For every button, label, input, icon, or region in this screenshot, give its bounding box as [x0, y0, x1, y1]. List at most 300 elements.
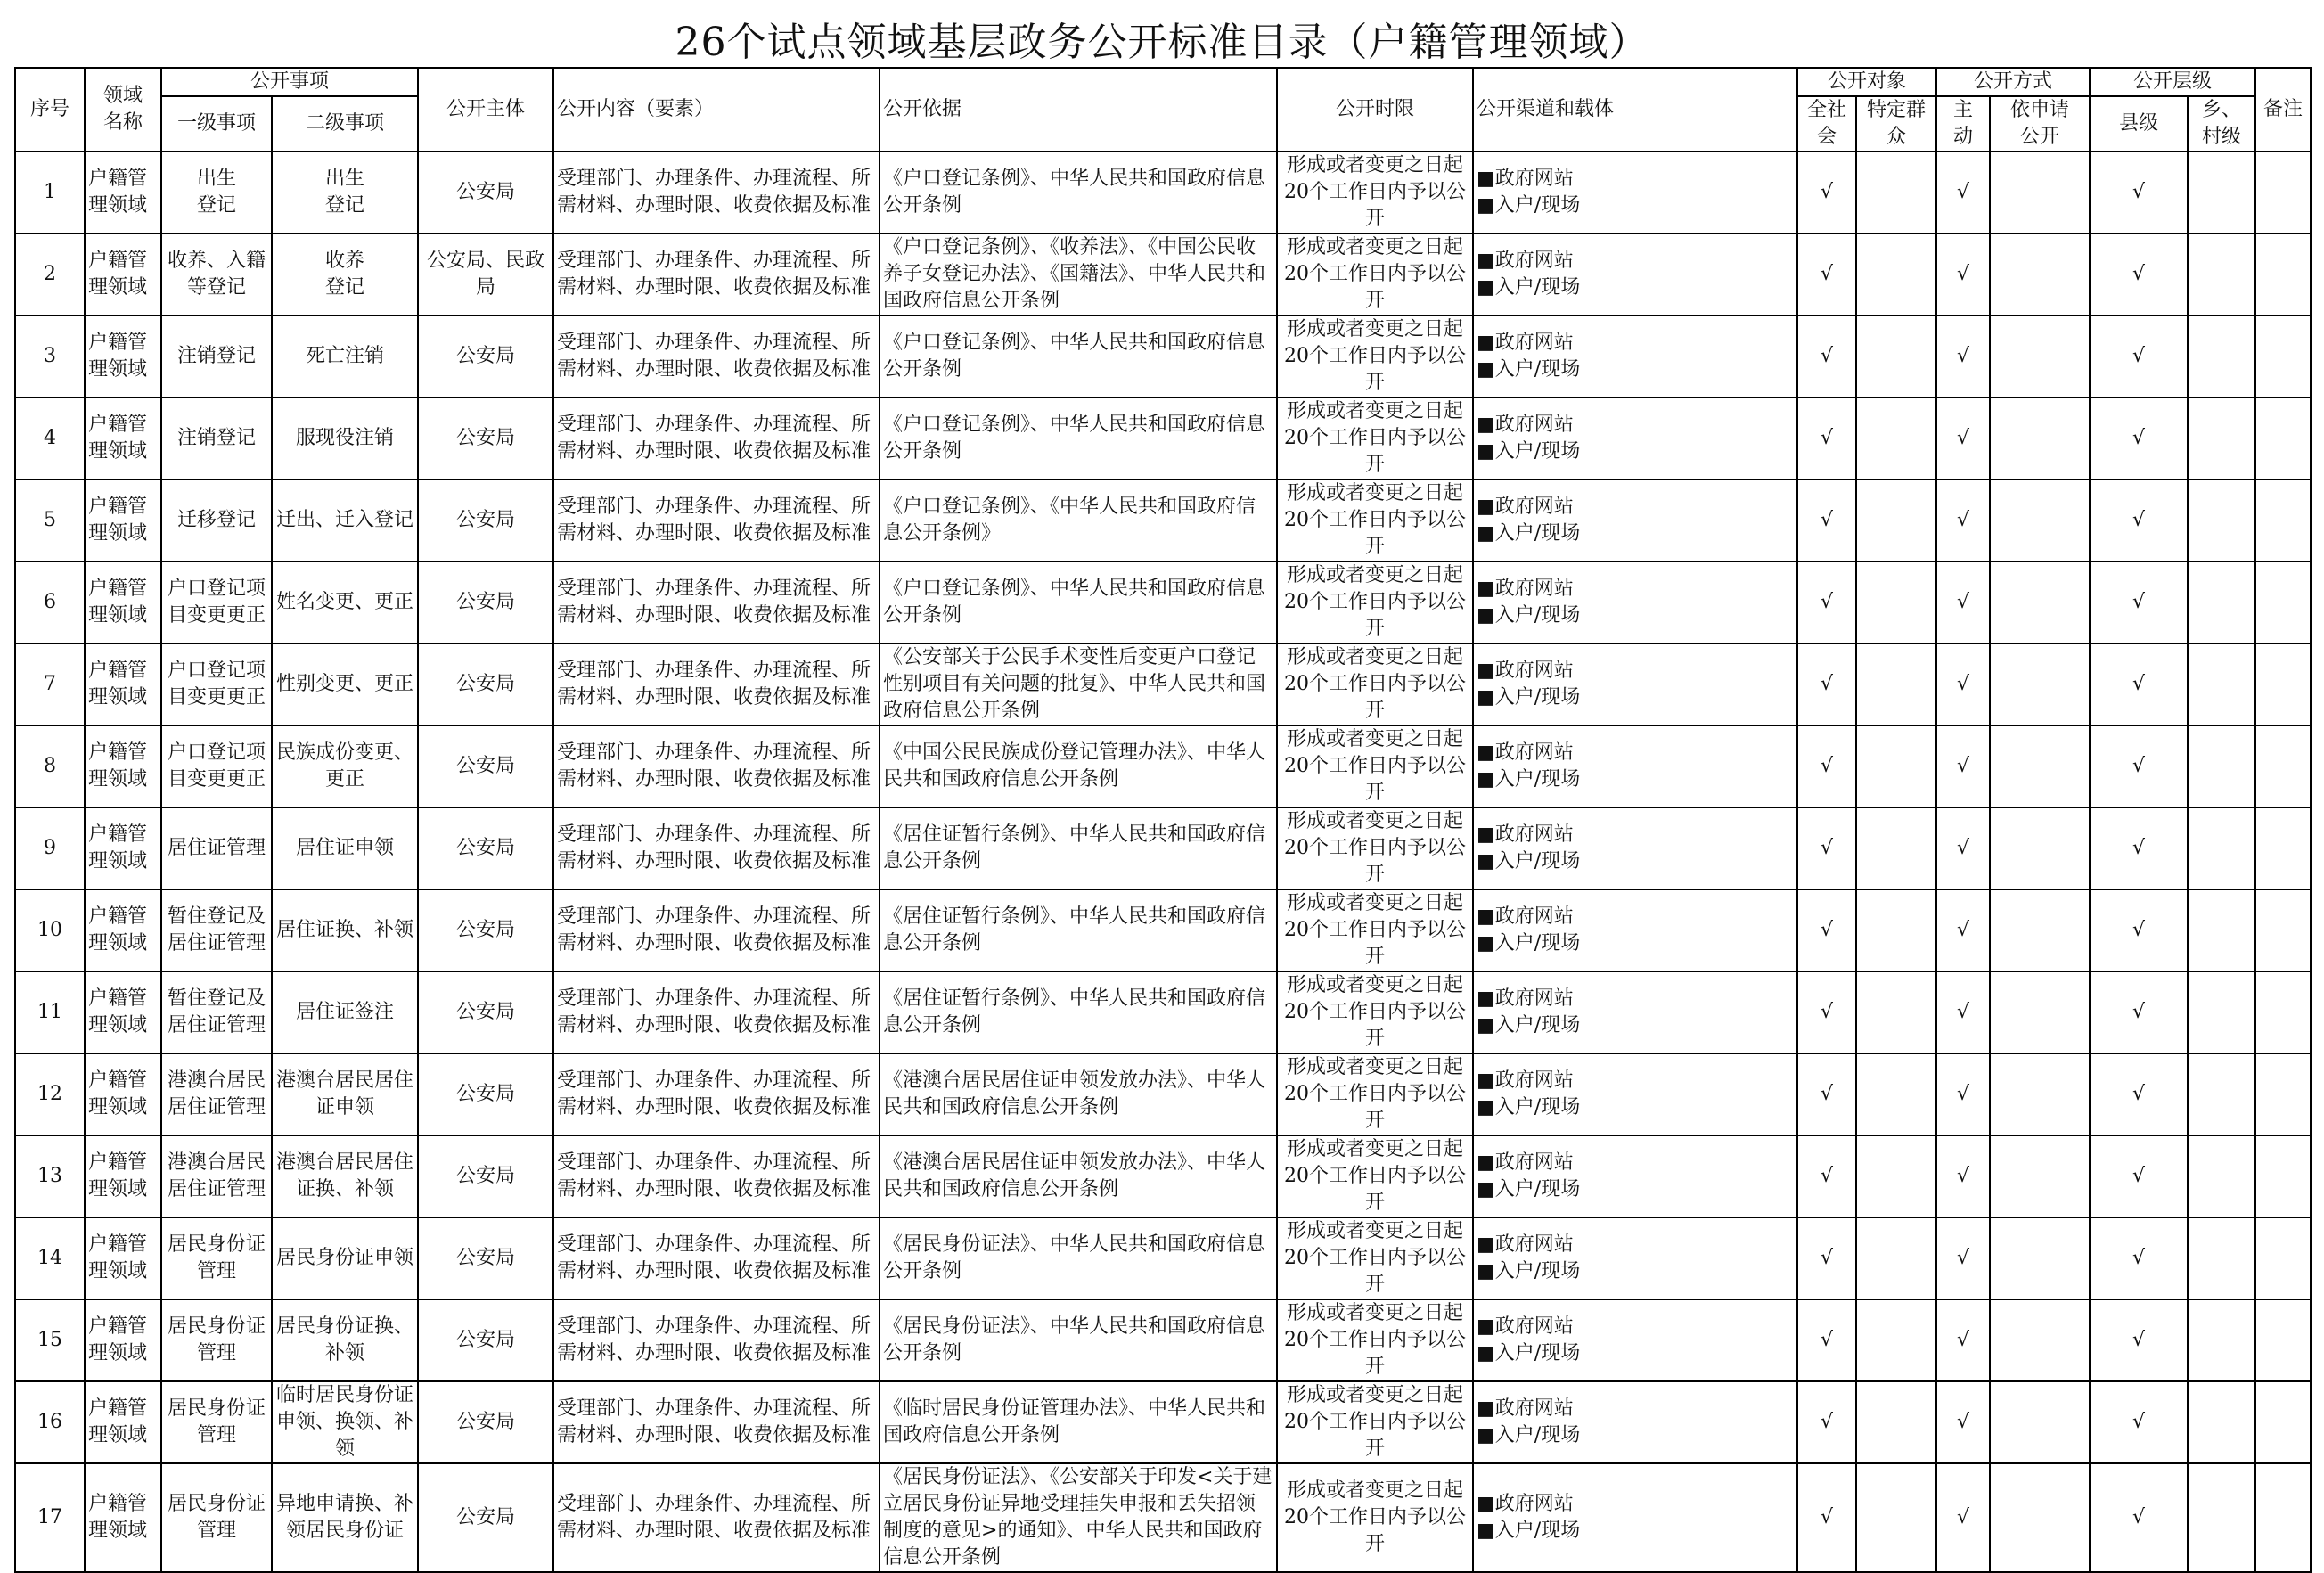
table-row: [15, 889, 2311, 971]
cell-subject: 公安局: [418, 1299, 553, 1381]
channel-item: ■入户/现场: [1477, 1260, 1581, 1282]
cell-subject: 公安局: [418, 1053, 553, 1135]
cell-mode-apply: [1990, 1299, 2090, 1381]
channel-item: ■政府网站: [1477, 1315, 1574, 1338]
table-body: [15, 152, 2311, 1572]
cell-target-specific: [1856, 152, 1936, 233]
table-row: [15, 479, 2311, 561]
cell-level1: 居民身份证管理: [161, 1381, 272, 1463]
cell-level-county: √: [2090, 1381, 2188, 1463]
cell-level2: 居民身份证换、补领: [272, 1299, 418, 1381]
table-row: [15, 1463, 2311, 1572]
cell-level-county: √: [2090, 1217, 2188, 1299]
cell-domain: 户籍管理领域: [85, 479, 161, 561]
cell-mode-apply: [1990, 1463, 2090, 1572]
cell-time: 形成或者变更之日起20个工作日内予以公开: [1277, 1463, 1473, 1572]
cell-target-specific: [1856, 889, 1936, 971]
cell-mode-apply: [1990, 561, 2090, 643]
cell-level-town: [2188, 152, 2255, 233]
cell-level-town: [2188, 971, 2255, 1053]
cell-level2: 居住证申领: [272, 807, 418, 889]
cell-content: 受理部门、办理条件、办理流程、所需材料、办理时限、收费依据及标准: [553, 233, 880, 315]
cell-target-all: √: [1797, 233, 1856, 315]
cell-channel: [1473, 479, 1797, 561]
cell-level-county: √: [2090, 233, 2188, 315]
channel-item: ■入户/现场: [1477, 768, 1581, 791]
cell-time: 形成或者变更之日起20个工作日内予以公开: [1277, 233, 1473, 315]
cell-target-specific: [1856, 1299, 1936, 1381]
cell-target-all: √: [1797, 1053, 1856, 1135]
cell-seq: 15: [15, 1299, 85, 1381]
cell-time: 形成或者变更之日起20个工作日内予以公开: [1277, 397, 1473, 479]
table-row: [15, 725, 2311, 807]
table-row: [15, 1381, 2311, 1463]
cell-level-town: [2188, 1053, 2255, 1135]
cell-seq: 17: [15, 1463, 85, 1572]
cell-level1: 迁移登记: [161, 479, 272, 561]
cell-content: 受理部门、办理条件、办理流程、所需材料、办理时限、收费依据及标准: [553, 561, 880, 643]
cell-target-specific: [1856, 643, 1936, 725]
header-mode-active: 主 动: [1936, 96, 1990, 152]
cell-target-all: √: [1797, 807, 1856, 889]
cell-basis: 《户口登记条例》、《中华人民共和国政府信息公开条例》: [880, 479, 1277, 561]
cell-seq: 12: [15, 1053, 85, 1135]
table-row: [15, 971, 2311, 1053]
cell-level2: 服现役注销: [272, 397, 418, 479]
cell-remark: [2255, 807, 2311, 889]
cell-basis: 《居民身份证法》、中华人民共和国政府信息公开条例: [880, 1217, 1277, 1299]
cell-subject: 公安局: [418, 561, 553, 643]
channel-item: ■入户/现场: [1477, 850, 1581, 873]
channel-item: ■入户/现场: [1477, 440, 1581, 463]
channel-item: ■入户/现场: [1477, 1096, 1581, 1118]
cell-target-specific: [1856, 315, 1936, 397]
cell-remark: [2255, 1217, 2311, 1299]
header-target-specific: 特定群 众: [1856, 96, 1936, 152]
table-row: [15, 1135, 2311, 1217]
header-items-group: 公开事项: [161, 68, 418, 96]
cell-mode-active: √: [1936, 315, 1990, 397]
cell-level-town: [2188, 233, 2255, 315]
cell-time: 形成或者变更之日起20个工作日内予以公开: [1277, 889, 1473, 971]
cell-time: 形成或者变更之日起20个工作日内予以公开: [1277, 1381, 1473, 1463]
header-level1: 一级事项: [161, 96, 272, 152]
cell-channel: [1473, 971, 1797, 1053]
cell-target-specific: [1856, 971, 1936, 1053]
cell-level2: 出生 登记: [272, 152, 418, 233]
cell-subject: 公安局: [418, 807, 553, 889]
cell-target-specific: [1856, 479, 1936, 561]
cell-mode-apply: [1990, 1217, 2090, 1299]
cell-subject: 公安局: [418, 152, 553, 233]
channel-item: ■政府网站: [1477, 250, 1574, 272]
channel-item: ■入户/现场: [1477, 1014, 1581, 1036]
cell-mode-active: √: [1936, 233, 1990, 315]
cell-seq: 5: [15, 479, 85, 561]
cell-level1: 户口登记项目变更更正: [161, 561, 272, 643]
cell-content: 受理部门、办理条件、办理流程、所需材料、办理时限、收费依据及标准: [553, 479, 880, 561]
cell-level-town: [2188, 1217, 2255, 1299]
cell-subject: 公安局: [418, 725, 553, 807]
cell-level1: 收养、入籍等登记: [161, 233, 272, 315]
cell-mode-apply: [1990, 971, 2090, 1053]
cell-target-all: √: [1797, 1381, 1856, 1463]
cell-subject: 公安局: [418, 1463, 553, 1572]
table-row: [15, 1299, 2311, 1381]
cell-level-town: [2188, 397, 2255, 479]
cell-level2: 异地申请换、补领居民身份证: [272, 1463, 418, 1572]
table-row: [15, 561, 2311, 643]
channel-item: ■入户/现场: [1477, 932, 1581, 954]
cell-channel: [1473, 643, 1797, 725]
cell-mode-active: √: [1936, 1463, 1990, 1572]
cell-level1: 暂住登记及居住证管理: [161, 971, 272, 1053]
channel-item: ■入户/现场: [1477, 358, 1581, 381]
cell-domain: 户籍管理领域: [85, 971, 161, 1053]
channel-item: ■入户/现场: [1477, 1342, 1581, 1364]
cell-domain: 户籍管理领域: [85, 807, 161, 889]
cell-domain: 户籍管理领域: [85, 315, 161, 397]
header-mode-apply: 依申请 公开: [1990, 96, 2090, 152]
cell-basis: 《中国公民民族成份登记管理办法》、中华人民共和国政府信息公开条例: [880, 725, 1277, 807]
cell-seq: 9: [15, 807, 85, 889]
cell-content: 受理部门、办理条件、办理流程、所需材料、办理时限、收费依据及标准: [553, 1217, 880, 1299]
header-basis: 公开依据: [880, 68, 1277, 152]
header-subject: 公开主体: [418, 68, 553, 152]
cell-level2: 居住证换、补领: [272, 889, 418, 971]
table-row: [15, 1053, 2311, 1135]
cell-basis: 《居民身份证法》、《公安部关于印发<关于建立居民身份证异地受理挂失申报和丢失招领制度的意见>的通知》、中华人民共和国政府信息公开条例: [880, 1463, 1277, 1572]
cell-level1: 港澳台居民居住证管理: [161, 1135, 272, 1217]
table-row: [15, 643, 2311, 725]
cell-seq: 2: [15, 233, 85, 315]
header-mode-group: 公开方式: [1936, 68, 2090, 96]
cell-level2: 收养 登记: [272, 233, 418, 315]
cell-domain: 户籍管理领域: [85, 1135, 161, 1217]
channel-item: ■政府网站: [1477, 1233, 1574, 1256]
cell-mode-apply: [1990, 315, 2090, 397]
cell-domain: 户籍管理领域: [85, 561, 161, 643]
cell-remark: [2255, 889, 2311, 971]
cell-seq: 1: [15, 152, 85, 233]
cell-time: 形成或者变更之日起20个工作日内予以公开: [1277, 1217, 1473, 1299]
cell-time: 形成或者变更之日起20个工作日内予以公开: [1277, 643, 1473, 725]
table-row: [15, 397, 2311, 479]
page-title: 26个试点领域基层政务公开标准目录（户籍管理领域）: [675, 20, 1649, 65]
cell-domain: 户籍管理领域: [85, 1381, 161, 1463]
cell-mode-active: √: [1936, 971, 1990, 1053]
cell-remark: [2255, 1053, 2311, 1135]
cell-subject: 公安局: [418, 889, 553, 971]
cell-mode-active: √: [1936, 1135, 1990, 1217]
cell-basis: 《居民身份证法》、中华人民共和国政府信息公开条例: [880, 1299, 1277, 1381]
cell-time: 形成或者变更之日起20个工作日内予以公开: [1277, 971, 1473, 1053]
channel-item: ■政府网站: [1477, 1151, 1574, 1174]
cell-mode-apply: [1990, 397, 2090, 479]
cell-level-town: [2188, 479, 2255, 561]
cell-level-county: √: [2090, 397, 2188, 479]
cell-level-town: [2188, 1381, 2255, 1463]
cell-seq: 4: [15, 397, 85, 479]
cell-target-specific: [1856, 397, 1936, 479]
cell-mode-active: √: [1936, 807, 1990, 889]
cell-time: 形成或者变更之日起20个工作日内予以公开: [1277, 315, 1473, 397]
cell-time: 形成或者变更之日起20个工作日内予以公开: [1277, 479, 1473, 561]
channel-item: ■政府网站: [1477, 1493, 1574, 1515]
header-target-all: 全社 会: [1797, 96, 1856, 152]
header-row-top: [15, 68, 2311, 96]
cell-level1: 居民身份证管理: [161, 1217, 272, 1299]
cell-content: 受理部门、办理条件、办理流程、所需材料、办理时限、收费依据及标准: [553, 152, 880, 233]
table-row: [15, 315, 2311, 397]
cell-subject: 公安局: [418, 315, 553, 397]
channel-item: ■政府网站: [1477, 578, 1574, 600]
channel-item: ■入户/现场: [1477, 1424, 1581, 1446]
cell-mode-apply: [1990, 1135, 2090, 1217]
cell-subject: 公安局: [418, 971, 553, 1053]
channel-item: ■政府网站: [1477, 332, 1574, 354]
cell-time: 形成或者变更之日起20个工作日内予以公开: [1277, 1053, 1473, 1135]
cell-content: 受理部门、办理条件、办理流程、所需材料、办理时限、收费依据及标准: [553, 1463, 880, 1572]
cell-subject: 公安局、民政局: [418, 233, 553, 315]
cell-level2: 临时居民身份证申领、换领、补领: [272, 1381, 418, 1463]
header-level2: 二级事项: [272, 96, 418, 152]
cell-mode-active: √: [1936, 725, 1990, 807]
cell-target-all: √: [1797, 1299, 1856, 1381]
cell-seq: 3: [15, 315, 85, 397]
cell-mode-apply: [1990, 889, 2090, 971]
cell-remark: [2255, 1299, 2311, 1381]
header-time: 公开时限: [1277, 68, 1473, 152]
cell-target-all: √: [1797, 397, 1856, 479]
channel-item: ■入户/现场: [1477, 276, 1581, 299]
cell-level-county: √: [2090, 1135, 2188, 1217]
cell-time: 形成或者变更之日起20个工作日内予以公开: [1277, 1299, 1473, 1381]
cell-level-town: [2188, 561, 2255, 643]
cell-seq: 7: [15, 643, 85, 725]
cell-level1: 户口登记项目变更更正: [161, 725, 272, 807]
channel-item: ■政府网站: [1477, 496, 1574, 518]
cell-domain: 户籍管理领域: [85, 397, 161, 479]
cell-level2: 港澳台居民居住证换、补领: [272, 1135, 418, 1217]
channel-item: ■政府网站: [1477, 168, 1574, 190]
cell-seq: 10: [15, 889, 85, 971]
cell-domain: 户籍管理领域: [85, 1299, 161, 1381]
cell-mode-active: √: [1936, 1217, 1990, 1299]
cell-remark: [2255, 1463, 2311, 1572]
cell-mode-active: √: [1936, 479, 1990, 561]
cell-level-county: √: [2090, 889, 2188, 971]
table-row: [15, 233, 2311, 315]
cell-mode-apply: [1990, 1053, 2090, 1135]
cell-subject: 公安局: [418, 1217, 553, 1299]
cell-content: 受理部门、办理条件、办理流程、所需材料、办理时限、收费依据及标准: [553, 971, 880, 1053]
cell-basis: 《港澳台居民居住证申领发放办法》、中华人民共和国政府信息公开条例: [880, 1053, 1277, 1135]
cell-level2: 迁出、迁入登记: [272, 479, 418, 561]
header-level-group: 公开层级: [2090, 68, 2255, 96]
cell-level-county: √: [2090, 561, 2188, 643]
cell-basis: 《临时居民身份证管理办法》、中华人民共和国政府信息公开条例: [880, 1381, 1277, 1463]
cell-level2: 居民身份证申领: [272, 1217, 418, 1299]
cell-subject: 公安局: [418, 479, 553, 561]
cell-subject: 公安局: [418, 1381, 553, 1463]
cell-seq: 16: [15, 1381, 85, 1463]
cell-content: 受理部门、办理条件、办理流程、所需材料、办理时限、收费依据及标准: [553, 315, 880, 397]
cell-mode-active: √: [1936, 643, 1990, 725]
header-target-group: 公开对象: [1797, 68, 1936, 96]
table-row: [15, 152, 2311, 233]
cell-basis: 《居住证暂行条例》、中华人民共和国政府信息公开条例: [880, 807, 1277, 889]
cell-level-county: √: [2090, 971, 2188, 1053]
cell-seq: 11: [15, 971, 85, 1053]
channel-item: ■政府网站: [1477, 741, 1574, 764]
header-level-county: 县级: [2090, 96, 2188, 152]
cell-time: 形成或者变更之日起20个工作日内予以公开: [1277, 1135, 1473, 1217]
cell-remark: [2255, 725, 2311, 807]
cell-channel: [1473, 807, 1797, 889]
cell-target-specific: [1856, 1053, 1936, 1135]
cell-mode-apply: [1990, 725, 2090, 807]
cell-content: 受理部门、办理条件、办理流程、所需材料、办理时限、收费依据及标准: [553, 889, 880, 971]
header-level-town: 乡、 村级: [2188, 96, 2255, 152]
cell-level1: 居民身份证管理: [161, 1299, 272, 1381]
cell-level-county: √: [2090, 1053, 2188, 1135]
cell-basis: 《户口登记条例》、中华人民共和国政府信息公开条例: [880, 397, 1277, 479]
cell-level-county: √: [2090, 315, 2188, 397]
cell-basis: 《户口登记条例》、中华人民共和国政府信息公开条例: [880, 561, 1277, 643]
cell-mode-active: √: [1936, 1381, 1990, 1463]
cell-channel: [1473, 1217, 1797, 1299]
cell-target-all: √: [1797, 889, 1856, 971]
cell-level-county: √: [2090, 479, 2188, 561]
cell-level-town: [2188, 807, 2255, 889]
cell-mode-active: √: [1936, 1053, 1990, 1135]
header-remark: 备注: [2255, 68, 2311, 152]
channel-item: ■入户/现场: [1477, 522, 1581, 545]
cell-remark: [2255, 397, 2311, 479]
channel-item: ■政府网站: [1477, 1069, 1574, 1092]
cell-seq: 6: [15, 561, 85, 643]
cell-level-county: √: [2090, 725, 2188, 807]
cell-channel: [1473, 1299, 1797, 1381]
cell-target-all: √: [1797, 643, 1856, 725]
cell-target-all: √: [1797, 971, 1856, 1053]
cell-channel: [1473, 1381, 1797, 1463]
cell-channel: [1473, 233, 1797, 315]
cell-level2: 姓名变更、更正: [272, 561, 418, 643]
cell-subject: 公安局: [418, 397, 553, 479]
cell-basis: 《公安部关于公民手术变性后变更户口登记性别项目有关问题的批复》、中华人民共和国政府信息公开条例: [880, 643, 1277, 725]
cell-level2: 港澳台居民居住证申领: [272, 1053, 418, 1135]
cell-target-specific: [1856, 233, 1936, 315]
cell-seq: 13: [15, 1135, 85, 1217]
cell-seq: 14: [15, 1217, 85, 1299]
cell-target-all: √: [1797, 1135, 1856, 1217]
cell-basis: 《居住证暂行条例》、中华人民共和国政府信息公开条例: [880, 971, 1277, 1053]
channel-item: ■政府网站: [1477, 414, 1574, 436]
cell-domain: 户籍管理领域: [85, 152, 161, 233]
channel-item: ■政府网站: [1477, 823, 1574, 846]
cell-basis: 《户口登记条例》、《收养法》、《中国公民收养子女登记办法》、《国籍法》、中华人民共和国政府信息公开条例: [880, 233, 1277, 315]
cell-level-town: [2188, 1299, 2255, 1381]
cell-level-county: √: [2090, 643, 2188, 725]
cell-level-town: [2188, 315, 2255, 397]
cell-level-town: [2188, 889, 2255, 971]
cell-seq: 8: [15, 725, 85, 807]
cell-channel: [1473, 1463, 1797, 1572]
cell-mode-active: √: [1936, 152, 1990, 233]
channel-item: ■入户/现场: [1477, 194, 1581, 217]
cell-level-town: [2188, 725, 2255, 807]
cell-level2: 性别变更、更正: [272, 643, 418, 725]
cell-target-all: √: [1797, 1217, 1856, 1299]
cell-level2: 民族成份变更、更正: [272, 725, 418, 807]
cell-mode-active: √: [1936, 889, 1990, 971]
cell-level1: 注销登记: [161, 397, 272, 479]
cell-remark: [2255, 1135, 2311, 1217]
cell-domain: 户籍管理领域: [85, 725, 161, 807]
header-content: 公开内容（要素）: [553, 68, 880, 152]
cell-level2: 死亡注销: [272, 315, 418, 397]
cell-channel: [1473, 315, 1797, 397]
cell-target-all: √: [1797, 479, 1856, 561]
cell-target-specific: [1856, 725, 1936, 807]
channel-item: ■政府网站: [1477, 987, 1574, 1010]
cell-target-all: √: [1797, 725, 1856, 807]
cell-content: 受理部门、办理条件、办理流程、所需材料、办理时限、收费依据及标准: [553, 807, 880, 889]
cell-target-specific: [1856, 1381, 1936, 1463]
cell-domain: 户籍管理领域: [85, 643, 161, 725]
cell-channel: [1473, 1135, 1797, 1217]
channel-item: ■入户/现场: [1477, 686, 1581, 709]
cell-level2: 居住证签注: [272, 971, 418, 1053]
cell-domain: 户籍管理领域: [85, 1217, 161, 1299]
cell-channel: [1473, 152, 1797, 233]
cell-level-town: [2188, 1135, 2255, 1217]
cell-content: 受理部门、办理条件、办理流程、所需材料、办理时限、收费依据及标准: [553, 643, 880, 725]
cell-basis: 《户口登记条例》、中华人民共和国政府信息公开条例: [880, 315, 1277, 397]
cell-remark: [2255, 233, 2311, 315]
cell-target-specific: [1856, 561, 1936, 643]
cell-level1: 注销登记: [161, 315, 272, 397]
cell-level1: 出生 登记: [161, 152, 272, 233]
cell-channel: [1473, 889, 1797, 971]
cell-mode-apply: [1990, 233, 2090, 315]
cell-level-county: √: [2090, 1463, 2188, 1572]
table-row: [15, 1217, 2311, 1299]
cell-time: 形成或者变更之日起20个工作日内予以公开: [1277, 152, 1473, 233]
cell-remark: [2255, 1381, 2311, 1463]
cell-domain: 户籍管理领域: [85, 233, 161, 315]
cell-time: 形成或者变更之日起20个工作日内予以公开: [1277, 561, 1473, 643]
cell-target-all: √: [1797, 561, 1856, 643]
cell-target-all: √: [1797, 315, 1856, 397]
table-row: [15, 807, 2311, 889]
cell-mode-active: √: [1936, 561, 1990, 643]
cell-content: 受理部门、办理条件、办理流程、所需材料、办理时限、收费依据及标准: [553, 1381, 880, 1463]
cell-basis: 《居住证暂行条例》、中华人民共和国政府信息公开条例: [880, 889, 1277, 971]
cell-level-county: √: [2090, 152, 2188, 233]
cell-mode-apply: [1990, 1381, 2090, 1463]
catalog-table: [14, 67, 2312, 1573]
cell-basis: 《户口登记条例》、中华人民共和国政府信息公开条例: [880, 152, 1277, 233]
cell-remark: [2255, 315, 2311, 397]
cell-content: 受理部门、办理条件、办理流程、所需材料、办理时限、收费依据及标准: [553, 1299, 880, 1381]
cell-mode-apply: [1990, 643, 2090, 725]
header-channel: 公开渠道和载体: [1473, 68, 1797, 152]
cell-level-county: √: [2090, 1299, 2188, 1381]
cell-level1: 居民身份证管理: [161, 1463, 272, 1572]
